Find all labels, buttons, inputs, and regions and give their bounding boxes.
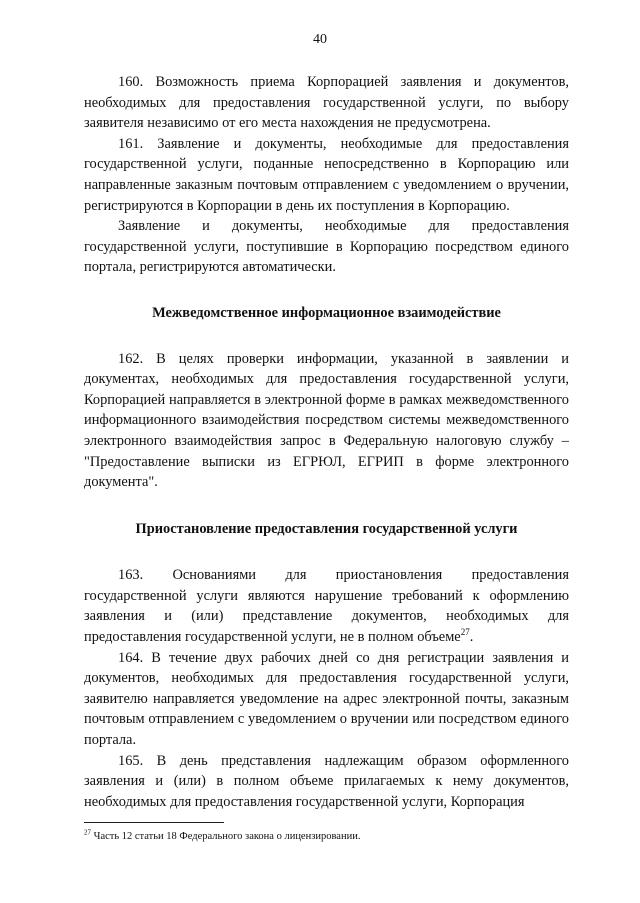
paragraph-162: 162. В целях проверки информации, указанной в заявлении и документах, необходимых для предоставления государственной услуги, Корпорацией направляется в электронной форме в рамках межведомственного информационного взаимодействия посредством системы межведомственного электронного взаимодействия запрос в Федеральную налоговую службу – "Предоставление выписки из ЕГРЮЛ, ЕГРИП в форме электронного документа". <box>84 350 569 491</box>
page-number: 40 <box>313 32 327 47</box>
footnote-reference: 27 <box>460 627 470 638</box>
document-body <box>84 72 569 812</box>
section-heading-interagency: Межведомственное информационное взаимодействие <box>152 304 501 321</box>
footnote-divider <box>84 822 224 823</box>
footnote-marker: 27 <box>84 828 91 837</box>
footnote-text: Часть 12 статьи 18 Федерального закона о лицензировании. <box>91 831 361 842</box>
paragraph-165: 165. В день представления надлежащим образом оформленного заявления и (или) в полном объеме прилагаемых к нему документов, необходимых для предоставления государственной услуги, Корпорация <box>84 752 569 810</box>
paragraph-163 <box>84 565 569 647</box>
paragraph-164: 164. В течение двух рабочих дней со дня регистрации заявления и документов, необходимых для предоставления государственной услуги, заявителю направляется уведомление на адрес электронной почты, заказным почтовым отправлением с уведомлением о вручении или посредством единого портала. <box>84 649 569 749</box>
paragraph-160: 160. Возможность приема Корпорацией заявления и документов, необходимых для предоставления государственной услуги, по выбору заявителя независимо от его места нахождения не предусмотрена. <box>84 74 569 132</box>
paragraph-163-text: 163. Основаниями для приостановления предоставления государственной услуги являются нарушение требований к оформлению заявления и (или) представление документов, необходимых для предоставления государственной услуги, не в полном объеме <box>84 567 569 646</box>
paragraph-161-continued: Заявление и документы, необходимые для предоставления государственной услуги, поступившие в Корпорацию посредством единого портала, регистрируются автоматически. <box>84 218 569 276</box>
footnote <box>84 830 569 843</box>
section-heading-suspension: Приостановление предоставления государственной услуги <box>135 520 518 537</box>
paragraph-161: 161. Заявление и документы, необходимые для предоставления государственной услуги, поданные непосредственно в Корпорацию или направленные заказным почтовым отправлением с уведомлением о вручении, регистрируются в Корпорации в день их поступления в Корпорацию. <box>84 135 569 214</box>
paragraph-163-end: . <box>469 629 474 646</box>
